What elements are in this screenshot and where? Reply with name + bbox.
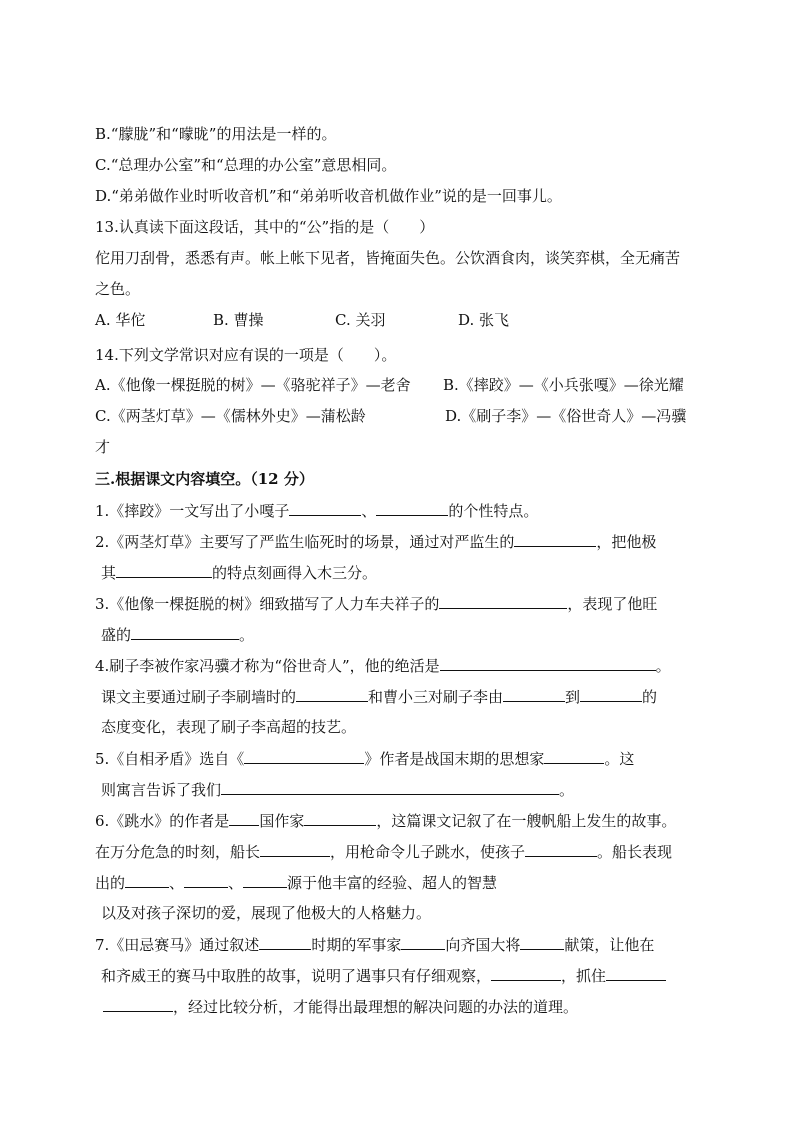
fill-blank[interactable] xyxy=(401,934,445,950)
fill-text: 1.《摔跤》一文写出了小嘎子 xyxy=(95,502,290,520)
fill-item-5-line-2 xyxy=(101,779,574,799)
fill-text: 。 xyxy=(655,657,671,675)
fill-blank[interactable] xyxy=(304,810,376,826)
fill-item-7-line-2 xyxy=(101,965,666,985)
fill-item-6-line-2 xyxy=(95,841,672,861)
fill-text: 》作者是战国末期的思想家 xyxy=(364,750,545,768)
fill-blank[interactable] xyxy=(259,934,311,950)
fill-text: 源于他丰富的经验、超人的智慧 xyxy=(287,874,498,892)
fill-blank[interactable] xyxy=(514,531,596,547)
fill-text: 其 xyxy=(101,564,117,582)
fill-text: ，用枪命令儿子跳水，使孩子 xyxy=(330,843,526,861)
fill-item-2-line-1 xyxy=(95,531,656,551)
fill-item-6-line-4: 以及对孩子深切的爱，展现了他极大的人格魅力。 xyxy=(101,904,432,922)
fill-blank[interactable] xyxy=(503,686,565,702)
q14-option-d-continued: 才 xyxy=(95,438,111,456)
q14-stem: 14.下列文学常识对应有误的一项是（ ）。 xyxy=(95,346,397,364)
fill-text: 在万分危急的时刻，船长 xyxy=(95,843,261,861)
fill-blank[interactable] xyxy=(525,841,597,857)
fill-blank[interactable] xyxy=(296,686,368,702)
fill-blank[interactable] xyxy=(491,965,561,981)
fill-item-7-line-3 xyxy=(103,996,578,1016)
q13-option-d: D. 张飞 xyxy=(458,311,510,329)
fill-text: 时期的军事家 xyxy=(311,936,402,954)
q14-option-b: B.《摔跤》—《小兵张嘎》—徐光耀 xyxy=(443,376,684,394)
fill-blank[interactable] xyxy=(260,841,330,857)
fill-text: ，这篇课文记叙了在一艘帆船上发生的故事。 xyxy=(376,812,677,830)
fill-item-7-line-1 xyxy=(95,934,654,954)
q12-option-b: B.“朦胧”和“曚昽”的用法是一样的。 xyxy=(95,125,337,143)
fill-text: 的个性特点。 xyxy=(448,502,539,520)
fill-blank[interactable] xyxy=(243,872,287,888)
fill-text: ，把他极 xyxy=(596,533,657,551)
q13-options xyxy=(95,310,509,330)
q13-passage-line-2: 之色。 xyxy=(95,280,141,298)
fill-text: 6.《跳水》的作者是 xyxy=(95,812,230,830)
fill-item-4-line-1 xyxy=(95,655,671,675)
fill-text: 和曹小三对刷子李由 xyxy=(368,688,504,706)
q12-option-d: D.“弟弟做作业时听收音机”和“弟弟听收音机做作业”说的是一回事儿。 xyxy=(95,187,562,205)
fill-text: 向齐国大将 xyxy=(445,936,521,954)
fill-item-2-line-2 xyxy=(101,562,377,582)
q14-row-2 xyxy=(95,406,686,426)
q14-option-d: D.《刷子李》—《俗世奇人》—冯骥 xyxy=(445,407,687,425)
fill-text: 2.《两茎灯草》主要写了严监生临死时的场景，通过对严监生的 xyxy=(95,533,515,551)
q12-option-c: C.“总理办公室”和“总理的办公室”意思相同。 xyxy=(95,156,397,174)
fill-text: 、 xyxy=(361,502,377,520)
fill-item-6-line-3 xyxy=(95,872,497,892)
fill-text: 出的 xyxy=(95,874,126,892)
fill-text: 。 xyxy=(559,781,575,799)
fill-text: 、 xyxy=(228,874,244,892)
q14-row-1 xyxy=(95,375,684,395)
section-3-title: 三.根据课文内容填空。（12 分） xyxy=(95,470,314,488)
fill-text: 和齐威王的赛马中取胜的故事，说明了遇事只有仔细观察， xyxy=(101,967,492,985)
fill-text: ，抓住 xyxy=(561,967,607,985)
fill-text: 则寓言告诉了我们 xyxy=(101,781,222,799)
q14-option-c: C.《两茎灯草》—《儒林外史》—蒲松龄 xyxy=(95,407,366,425)
fill-blank[interactable] xyxy=(606,965,666,981)
fill-blank[interactable] xyxy=(544,748,604,764)
fill-blank[interactable] xyxy=(520,934,564,950)
fill-item-4-line-2 xyxy=(101,686,657,706)
fill-text: 盛的 xyxy=(101,626,132,644)
fill-blank[interactable] xyxy=(376,500,448,516)
q13-option-c: C. 关羽 xyxy=(335,311,386,329)
q13-passage-line-1: 佗用刀刮骨，悉悉有声。帐上帐下见者，皆掩面失色。公饮酒食肉，谈笑弈棋，全无痛苦 xyxy=(95,249,681,267)
fill-text: 的 xyxy=(642,688,658,706)
fill-blank[interactable] xyxy=(221,779,559,795)
fill-item-5-line-1 xyxy=(95,748,634,768)
fill-text: 7.《田忌赛马》通过叙述 xyxy=(95,936,260,954)
fill-text: 到 xyxy=(565,688,581,706)
q13-option-b: B. 曹操 xyxy=(213,311,264,329)
fill-text: 。船长表现 xyxy=(597,843,673,861)
q14-option-a: A.《他像一棵挺脱的树》—《骆驼祥子》—老舍 xyxy=(95,376,411,394)
fill-text: 课文主要通过刷子李刷墙时的 xyxy=(101,688,297,706)
fill-text: 、 xyxy=(169,874,185,892)
fill-item-3-line-2 xyxy=(101,624,254,644)
fill-blank[interactable] xyxy=(184,872,228,888)
fill-text: 国作家 xyxy=(259,812,305,830)
fill-blank[interactable] xyxy=(439,593,567,609)
fill-item-3-line-1 xyxy=(95,593,657,613)
fill-blank[interactable] xyxy=(580,686,642,702)
fill-blank[interactable] xyxy=(244,748,364,764)
fill-text: 。这 xyxy=(604,750,635,768)
fill-item-6-line-1 xyxy=(95,810,676,830)
fill-blank[interactable] xyxy=(289,500,361,516)
fill-text: 献策，让他在 xyxy=(564,936,655,954)
fill-text: 的特点刻画得入木三分。 xyxy=(212,564,378,582)
q13-option-a: A. 华佗 xyxy=(95,311,146,329)
fill-item-4-line-3: 态度变化，表现了刷子李高超的技艺。 xyxy=(101,718,357,736)
fill-text: ，表现了他旺 xyxy=(567,595,658,613)
q13-stem: 13.认真读下面这段话，其中的“公”指的是（ ） xyxy=(95,218,435,236)
fill-blank[interactable] xyxy=(229,810,259,826)
fill-text: 。 xyxy=(239,626,255,644)
fill-blank[interactable] xyxy=(125,872,169,888)
fill-blank[interactable] xyxy=(131,624,239,640)
fill-text: 5.《自相矛盾》选自《 xyxy=(95,750,245,768)
fill-text: ，经过比较分析，才能得出最理想的解决问题的办法的道理。 xyxy=(173,998,579,1016)
fill-item-1 xyxy=(95,500,538,520)
fill-text: 4.刷子李被作家冯骥才称为“俗世奇人”，他的绝活是 xyxy=(95,657,440,675)
fill-text: 3.《他像一棵挺脱的树》细致描写了人力车夫祥子的 xyxy=(95,595,440,613)
fill-blank[interactable] xyxy=(440,655,656,671)
fill-blank[interactable] xyxy=(103,996,173,1012)
fill-blank[interactable] xyxy=(116,562,212,578)
